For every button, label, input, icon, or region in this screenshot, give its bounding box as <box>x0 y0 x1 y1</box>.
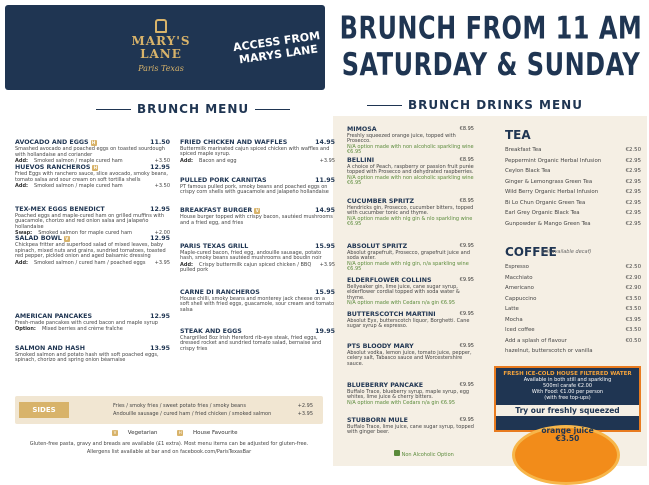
price-row-price: €2.90 <box>625 274 641 281</box>
price-row-price: €2.90 <box>625 285 641 291</box>
addon-price: +3.50 <box>154 183 170 190</box>
na-legend <box>392 450 454 458</box>
menu-item-header <box>15 346 170 352</box>
price-row-name: Latte <box>505 306 519 312</box>
menu-item-price: 15.95 <box>315 243 335 250</box>
menu-item-addon <box>180 263 335 274</box>
price-row <box>505 208 641 219</box>
orange-juice-label: orange juice <box>541 426 594 435</box>
menu-item-name: SALMON AND HASH <box>15 345 86 352</box>
cocktail-desc: Bellyeaker gin, lime juice, cane sugar syrup, elderflower cordial topped with soda water & thyme. <box>347 283 460 301</box>
menu-item-name: CARNE DI RANCHEROS <box>180 289 260 296</box>
sides-label: SIDES <box>19 402 69 418</box>
price-row-name: Espresso <box>505 264 529 270</box>
menu-item-price: 12.95 <box>150 313 170 320</box>
cocktail-price: €8.95 <box>459 198 474 204</box>
vegetarian-icon: V <box>65 236 69 241</box>
price-row-name: Iced coffee <box>505 327 535 333</box>
menu-item-name: SALAD BOWL V <box>15 235 69 242</box>
vegetarian-icon: V <box>113 430 117 435</box>
addon-price: +3.95 <box>319 157 335 164</box>
cocktail-name: ABSOLUT SPRITZ <box>347 243 408 250</box>
price-row-price: €2.95 <box>625 189 641 195</box>
cocktail-name: PTS BLOODY MARY <box>347 343 414 350</box>
price-row <box>505 294 641 305</box>
price-row-name: Bi Lo Chun Organic Green Tea <box>505 199 586 206</box>
price-row-name: Mocha <box>505 316 523 323</box>
addon-desc: Smoked salmon / maple cured ham <box>34 183 123 190</box>
addon-text <box>15 184 123 190</box>
price-row-name: Breakfast Tea <box>505 147 542 153</box>
price-row <box>505 262 641 273</box>
cocktail-desc: Absolut grapefruit, Prosecco, grapefruit juice and soda water. <box>347 249 471 262</box>
addon-label: Option: <box>15 326 36 333</box>
cocktail-name: MIMOSA <box>347 126 377 133</box>
legend-vegetarian <box>110 430 166 436</box>
menu-item-header <box>180 244 335 250</box>
water-title: FRESH ICE-COLD HOUSE FILTERED WATER <box>503 371 632 377</box>
price-row-price: €2.95 <box>625 199 641 206</box>
price-row-name: Gunpowder & Mango Green Tea <box>505 220 591 227</box>
price-row-name: Americano <box>505 285 534 291</box>
menu-item-price: 14.95 <box>315 207 335 214</box>
addon-desc: Smoked salmon / cured ham / poached eggs <box>34 259 146 266</box>
cocktail-item <box>347 244 474 273</box>
menu-item-price: 11.95 <box>315 177 335 184</box>
menu-item <box>180 329 335 353</box>
price-row <box>505 156 641 167</box>
menu-item-price: 13.95 <box>150 345 170 352</box>
menu-item-name: PULLED PORK CARNITAS <box>180 177 267 184</box>
menu-item-header <box>180 178 335 184</box>
addon-label: Add: <box>15 259 29 266</box>
cocktail-item <box>347 312 474 330</box>
menu-item-addon <box>180 159 335 165</box>
addon-text <box>180 263 320 274</box>
menu-item-addon <box>15 184 170 190</box>
addon-text <box>15 261 145 267</box>
house-favourite-icon: H <box>93 165 98 170</box>
coffee-note: (all available decaf) <box>542 249 592 255</box>
menu-item-desc: Buttermilk marinated cajun spiced chicken with waffles and spiced maple syrup. <box>180 145 330 158</box>
cocktail-price: €9.95 <box>459 277 474 283</box>
footer-note: Gluten-free pasta, gravy and breads are available (£1 extra). Most menu items can be adjusted for gluten-free. <box>29 441 309 447</box>
cocktail-desc: Absolut vodka, lemon juice, tomato juice, pepper, celery salt, Tabasco sauce and Worcestershire sauce. <box>347 349 472 367</box>
menu-item-desc: Poached eggs and maple-cured ham on grilled muffins with guacamole, chorizo and red onion salsa and jalapeño hollandaise <box>15 212 165 230</box>
cocktail-na-option: N/A option made with non alcoholic sparkling wine €6.95 <box>347 174 474 187</box>
price-row-price: €2.95 <box>625 220 641 227</box>
cocktail-desc: Buffalo Trace, blueberry syrup, maple syrup, egg whites, lime juice & cherry bitters. <box>347 388 470 401</box>
menu-item-desc: Chickpea fritter and superfood salad of mixed leaves, baby spinach, mixed nuts and grains, sundried tomatoes, toasted red pepper, pickled onion and aged balsamic dressing <box>15 242 166 260</box>
price-row-price: €2.95 <box>625 168 641 174</box>
price-row-price: €2.50 <box>625 147 641 153</box>
cocktail-na-option: N/A option made with nlg gin, n/a sparkling wine €6.95 <box>347 260 469 273</box>
cocktail-price: €8.95 <box>459 126 474 132</box>
cocktail-price: €9.95 <box>459 343 474 349</box>
price-row-price: €2.50 <box>625 264 641 270</box>
menu-item <box>15 140 170 165</box>
menu-item <box>15 207 170 237</box>
cocktail-name: BELLINI <box>347 157 375 164</box>
menu-item-desc: Chargrilled 8oz Irish Hereford rib-eye steak, fried eggs, dressed rocket and sundried tomato salad, bernaise and crispy fries <box>180 334 322 352</box>
coffee-section <box>505 262 641 357</box>
menu-item <box>15 165 170 190</box>
cocktail-desc: Absolut Eyx, butterscotch liquor, Borghetti. Cane sugar syrup & espresso. <box>347 317 470 330</box>
price-row <box>505 145 641 156</box>
coffee-list <box>505 262 641 357</box>
price-row-price: €2.95 <box>625 210 641 216</box>
price-row <box>505 325 641 336</box>
price-row-name: Peppermint Organic Herbal Infusion <box>505 157 602 164</box>
price-row-price: €3.50 <box>625 306 641 312</box>
cocktail-price: €9.95 <box>459 417 474 423</box>
addon-text <box>180 159 237 165</box>
price-row-name: Ginger & Lemongrass Green Tea <box>505 178 593 185</box>
addon-text <box>15 327 123 333</box>
cocktail-na-option: N/A option made with non alcoholic sparkling wine €6.95 <box>347 143 474 156</box>
cocktail-name: BUTTERSCOTCH MARTINI <box>347 311 436 318</box>
cocktail-item <box>347 199 474 228</box>
menu-item <box>180 244 335 274</box>
cocktail-item <box>347 278 474 307</box>
menu-item-price: 14.95 <box>315 139 335 146</box>
menu-item-price: 15.95 <box>315 289 335 296</box>
footer-note: Allergens list available at bar and on facebook.com/ParisTexasBar <box>86 449 252 455</box>
menu-item <box>15 236 170 266</box>
footer-notes <box>15 440 323 456</box>
brunch-menu-title: BRUNCH MENU <box>90 102 296 116</box>
price-row <box>505 336 641 347</box>
access-text: ACCESS FROM MARYS LANE <box>232 29 321 67</box>
price-row-price: €3.50 <box>625 295 641 302</box>
cocktail-desc: A choice of Peach, raspberry or passion fruit purée topped with Prosecco and dehydrated raspberries. <box>347 163 474 176</box>
menu-item <box>15 314 170 333</box>
menu-item-desc: PT famous pulled pork, smoky beans and poached eggs on crispy corn shells with guacamole and jalapeño hollandaise <box>180 183 329 196</box>
addon-label: Add: <box>15 183 29 190</box>
sides-line <box>113 410 313 418</box>
sides-line2-price: +3.95 <box>297 411 313 417</box>
tea-section <box>505 128 641 229</box>
menu-item-header <box>180 140 335 146</box>
addon-price: +3.95 <box>319 261 335 268</box>
cocktail-name: STUBBORN MULE <box>347 417 408 424</box>
na-legend-label: Non Alcoholic Option <box>401 452 454 458</box>
addon-desc: Crispy buttermilk cajun spiced chicken / BBQ pulled pork <box>180 261 312 274</box>
sides-section <box>15 396 323 424</box>
menu-item-price: 19.95 <box>315 328 335 335</box>
menu-item-header <box>15 207 170 213</box>
non-alcoholic-icon <box>394 450 400 456</box>
menu-item <box>15 346 170 365</box>
menu-item-name: FRIED CHICKEN AND WAFFLES <box>180 139 288 146</box>
addon-desc: Bacon and egg <box>199 157 237 164</box>
cocktail-price: €9.95 <box>459 311 474 317</box>
drinks-menu-title: BRUNCH DRINKS MENU <box>408 98 583 112</box>
menu-legend <box>110 430 253 436</box>
price-row-name: hazelnut, butterscotch or vanilla <box>505 348 593 354</box>
price-row <box>505 273 641 284</box>
addon-label: Add: <box>180 157 194 164</box>
addon-desc: Smoked salmon for maple cured ham <box>38 230 133 237</box>
addon-label: Swap: <box>15 230 33 237</box>
menu-item-desc: Fried Eggs with ranchero sauce, slice avocado, smoky beans, tomato salsa and sour cream on soft tortilla shells <box>15 171 168 183</box>
house-favourite-icon: H <box>178 430 182 435</box>
logo <box>125 19 197 73</box>
menu-item-price: 12.95 <box>150 235 170 242</box>
addon-price: +3.50 <box>154 158 170 165</box>
orange-text <box>520 427 615 443</box>
addon-desc: Smoked salmon / maple cured ham <box>34 158 123 165</box>
water-juice-box <box>494 366 641 432</box>
cocktail-item <box>347 344 474 367</box>
sides-line1-price: +2.95 <box>297 403 313 409</box>
price-row-name: Cappuccino <box>505 295 537 302</box>
price-row <box>505 198 641 209</box>
water-line: Available in both still and sparkling <box>523 377 612 383</box>
price-row-name: Ceylon Black Tea <box>505 168 551 174</box>
cocktail-na-option: N/A option made with nlg gin & nlo sparkling wine €6.95 <box>347 215 473 228</box>
menu-item-addon <box>15 327 170 333</box>
legend-house <box>175 430 245 436</box>
menu-item-desc: Smashed avocado and poached eggs on toasted sourdough with hollandaise and coriander <box>15 146 165 158</box>
menu-item-price: 12.95 <box>150 164 170 171</box>
menu-item <box>180 178 335 197</box>
menu-item-addon <box>15 261 170 267</box>
cocktail-name: BLUEBERRY PANCAKE <box>347 382 424 389</box>
addon-label: Add: <box>15 158 29 165</box>
menu-item-name: STEAK AND EGGS <box>180 328 242 335</box>
menu-item-name: AMERICAN PANCAKES <box>15 313 92 320</box>
logo-line3: Paris Texas <box>138 64 184 73</box>
sides-line2-text: Andouille sausage / cured ham / fried chicken / smoked salmon <box>113 411 272 417</box>
legend-h-label: House Favourite <box>193 430 238 436</box>
cocktail-item <box>347 127 474 156</box>
cocktail-price: €8.95 <box>459 157 474 163</box>
header-banner <box>5 5 325 90</box>
price-row-name: Macchiato <box>505 274 533 281</box>
menu-item <box>180 208 335 227</box>
title-line1: BRUNCH FROM 11 AM <box>339 10 643 47</box>
addon-label: Add: <box>180 261 194 268</box>
water-line: 500ml carafe €2.00 <box>542 383 593 389</box>
water-line: (with free top-ups) <box>544 395 591 401</box>
sides-line1-text: Fries / smoky fries / sweet potato fries / smoky beans <box>113 403 246 409</box>
menu-item-price: 12.95 <box>150 206 170 213</box>
coffee-title: COFFEE <box>505 245 557 259</box>
menu-item-desc: House burger topped with crispy bacon, sautéed mushrooms and a fried egg, and fries <box>180 214 333 226</box>
water-line: With Food: €1.00 per person <box>531 389 604 395</box>
cocktail-desc: Buffalo Trace, lime juice, cane sugar syrup, topped with ginger beer. <box>347 423 474 436</box>
cocktail-na-option: N/A option made with Cedars n/a gin €6.95 <box>347 300 456 307</box>
legend-v-label: Vegetarian <box>127 430 158 436</box>
menu-item-name: PARIS TEXAS GRILL <box>180 243 249 250</box>
vegetarian-icon: V <box>255 208 259 213</box>
price-row <box>505 315 641 326</box>
price-row-price: €3.95 <box>625 316 641 323</box>
menu-item-desc: House chilli, smoky beans and monterey jack cheese on a soft shell with fried eggs, guacamole, sour cream and tomato salsa <box>180 295 335 313</box>
menu-item-header <box>15 314 170 320</box>
tea-list <box>505 145 641 229</box>
menu-item-price: 11.50 <box>150 139 170 146</box>
tea-title: TEA <box>505 128 531 142</box>
menu-item <box>180 290 335 314</box>
cocktail-na-option: N/A option made with Cedars n/a gin €6.95 <box>347 399 456 406</box>
house-favourite-icon: H <box>91 140 96 145</box>
price-row <box>505 304 641 315</box>
menu-item-name: TEX-MEX EGGS BENEDICT <box>15 206 105 213</box>
price-row-name: Add a splash of flavour <box>505 337 567 344</box>
price-row <box>505 346 641 357</box>
cocktail-price: €9.95 <box>459 243 474 249</box>
price-row <box>505 283 641 294</box>
menu-item-desc: Maple-cured bacon, fried egg, andouille sausage, potato hash, smoky beans sautéed mushrooms and boudin noir <box>180 249 322 262</box>
menu-item-header <box>180 290 335 296</box>
menu-item-desc: Smoked salmon and potato hash with soft poached eggs, spinach, chorizo and spring onion béarnaise <box>15 351 159 364</box>
menu-item-name: AVOCADO AND EGGS H <box>15 139 96 146</box>
price-row <box>505 177 641 188</box>
logo-line2: LANE <box>140 47 182 61</box>
cocktail-item <box>347 418 474 436</box>
price-row-price: €3.50 <box>625 327 641 333</box>
price-row-price: €0.50 <box>625 337 641 344</box>
cocktail-name: CUCUMBER SPRITZ <box>347 198 415 205</box>
menu-item-name: BREAKFAST BURGER V <box>180 207 259 214</box>
cocktail-name: ELDERFLOWER COLLINS <box>347 277 432 284</box>
addon-price: +2.00 <box>154 230 170 237</box>
logo-line1: MARY'S <box>131 34 191 48</box>
juice-promo: Try our freshly squeezed <box>496 405 639 416</box>
menu-item-name: HUEVOS RANCHEROS H <box>15 164 98 171</box>
sides-line <box>113 402 313 410</box>
cocktail-price: €9.95 <box>459 382 474 388</box>
title-line2: SATURDAY & SUNDAY <box>341 46 641 83</box>
cocktail-desc: Hendricks gin, Prosecco, cucumber bitters, topped with cucumber tonic and thyme. <box>347 204 474 217</box>
price-row <box>505 219 641 230</box>
cocktail-desc: Freshly squeezed orange juice, topped with Prosecco. <box>347 132 456 145</box>
sides-list <box>113 402 313 418</box>
cocktail-item <box>347 383 474 406</box>
addon-price: +3.95 <box>154 259 170 266</box>
cocktail-item <box>347 158 474 187</box>
price-row-name: Wild Berry Organic Herbal Infusion <box>505 189 599 195</box>
price-row-name: Earl Grey Organic Black Tea <box>505 210 580 216</box>
menu-item-header <box>180 329 335 335</box>
page-title <box>338 10 644 83</box>
lamp-icon <box>155 19 167 33</box>
price-row <box>505 187 641 198</box>
price-row-price: €2.95 <box>625 178 641 185</box>
menu-item <box>180 140 335 164</box>
addon-desc: Mixed berries and crème fraîche <box>41 326 123 333</box>
price-row-price: €2.95 <box>625 157 641 164</box>
price-row <box>505 166 641 177</box>
orange-juice-price: €3.50 <box>555 434 580 443</box>
menu-item-desc: Fresh-made pancakes with cured bacon and maple syrup <box>15 319 158 326</box>
